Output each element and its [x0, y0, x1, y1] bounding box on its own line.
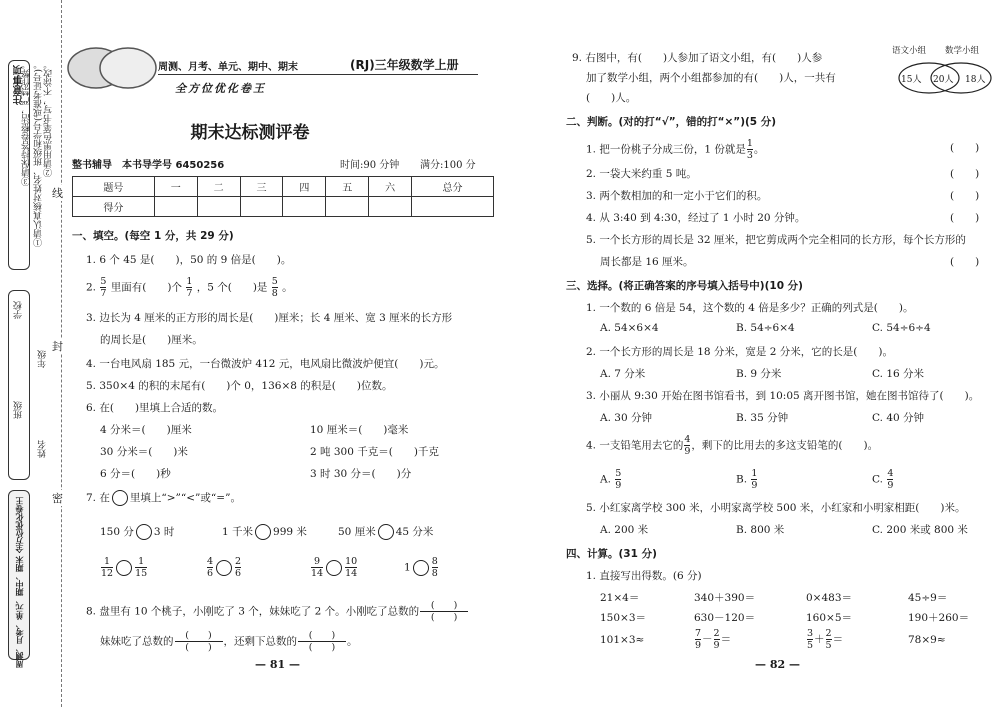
- question: 4. 一台电风扇 185 元，一台微波炉 412 元，电风扇比微波炉便宜( )元。: [86, 358, 445, 370]
- compare-circle[interactable]: [116, 560, 132, 576]
- score-header: 总分: [412, 177, 494, 197]
- choice-question: 1. 一个数的 6 倍是 54，这个数的 4 倍是多少？正确的列式是( )。: [586, 302, 914, 314]
- info-box: [8, 290, 30, 480]
- compare-item: $\frac{4}{6}$ $\frac{2}{6}$: [207, 556, 242, 579]
- choice-option: B. 35 分钟: [736, 412, 789, 424]
- answer-paren[interactable]: ( ): [950, 168, 980, 180]
- score-header: 题号: [73, 177, 155, 197]
- score-info: 满分:100 分: [420, 160, 476, 171]
- choice-question: 5. 小红家离学校 300 米，小明家离学校 500 米，小红家和小明家相距( )米。: [586, 502, 966, 514]
- question: 9. 右图中，有( )人参加了语文小组，有( )人参: [572, 52, 823, 64]
- page-number: — 81 —: [255, 658, 300, 671]
- compare-circle[interactable]: [136, 524, 152, 540]
- compare-item: 50 厘米 45 分米: [338, 526, 434, 538]
- score-table: [72, 176, 494, 217]
- score-cell[interactable]: [283, 197, 326, 217]
- calc-item: 78×9≈: [908, 634, 946, 646]
- compare-item: 1 $\frac{8}{8}$: [404, 556, 438, 579]
- question: 7. 在 里填上“>”“<”或“=”。: [86, 492, 241, 504]
- fraction: $\frac{5}{8}$: [271, 276, 278, 299]
- score-header: 三: [240, 177, 283, 197]
- answer-paren[interactable]: ( ): [950, 142, 980, 154]
- question: 8. 盘里有 10 个桃子，小刚吃了 3 个，妹妹吃了 2 个。小刚吃了总数的 $\frac{( )}{( )}$: [86, 600, 469, 623]
- header-tagline: 全方位优化卷王: [175, 82, 266, 95]
- section-heading: 二、判断。(对的打“√”，错的打“×”)(5 分): [566, 116, 777, 128]
- binding-spine: [0, 0, 62, 707]
- choice-option: C. 54÷6÷4: [872, 322, 931, 334]
- judge-item: 3. 两个数相加的和一定小于它们的积。: [586, 190, 768, 202]
- choice-option: B. 9 分米: [736, 368, 782, 380]
- guide-info: 整书辅导 本书导学号 6450256: [72, 160, 225, 171]
- compare-item: 150 分 3 时: [100, 526, 175, 538]
- spine-logo-box: [8, 490, 30, 668]
- conversion-item: 3 时 30 分＝( )分: [310, 468, 412, 480]
- choice-option: A. 7 分米: [600, 368, 646, 380]
- question: 2. $\frac{5}{7}$ 里面有( )个 $\frac{1}{7}$ ，5 个( )是 $\frac{5}{8}$ 。: [86, 276, 293, 299]
- calc-item: 630－120＝: [694, 612, 756, 624]
- compare-item: $\frac{1}{12}$ $\frac{1}{15}$: [101, 556, 148, 579]
- score-cell[interactable]: [154, 197, 197, 217]
- calc-item: 45÷9＝: [908, 592, 948, 604]
- cut-label: 密: [52, 492, 63, 505]
- choice-option: C. 16 分米: [872, 368, 925, 380]
- choice-question: 3. 小丽从 9:30 开始在图书馆看书，到 10:05 离开图书馆，她在图书馆待了( )。: [586, 390, 980, 402]
- score-cell[interactable]: [197, 197, 240, 217]
- question: 的周长是( )厘米。: [100, 334, 203, 346]
- notice-line: ①请认真核对姓名、班级和学号(或准考证号)。: [34, 60, 44, 248]
- score-cell[interactable]: [369, 197, 412, 217]
- calc-item: 190＋260＝: [908, 612, 970, 624]
- calc-item: $\frac{3}{5}$ ＋ $\frac{2}{5}$ ＝: [807, 628, 844, 651]
- section-heading: 一、填空。(每空 1 分，共 29 分): [72, 230, 234, 242]
- choice-option: A. 30 分钟: [600, 412, 652, 424]
- compare-circle[interactable]: [413, 560, 429, 576]
- judge-item: 周长都是 16 厘米。: [600, 256, 694, 268]
- choice-option: C. 40 分钟: [872, 412, 925, 424]
- page-title: 期末达标测评卷: [190, 123, 310, 143]
- venn-value: 18人: [965, 75, 986, 85]
- calc-item: 160×5＝: [806, 612, 853, 624]
- venn-value: 20人: [933, 75, 954, 85]
- compare-item: $\frac{9}{14}$ $\frac{10}{14}$: [311, 556, 358, 579]
- field-school: 学校: [14, 301, 24, 319]
- answer-paren[interactable]: ( ): [950, 212, 980, 224]
- compare-circle[interactable]: [326, 560, 342, 576]
- fraction: $\frac{5}{7}$: [100, 276, 107, 299]
- sub-heading: 1. 直接写出得数。(6 分): [586, 570, 702, 582]
- notice-line: ③请保持答卷整洁，严禁作弊。: [22, 60, 32, 186]
- right-page: [500, 0, 1000, 707]
- field-grade: 年级: [38, 350, 48, 368]
- score-header: 二: [197, 177, 240, 197]
- answer-paren[interactable]: ( ): [950, 256, 980, 268]
- calc-item: 101×3≈: [600, 634, 645, 646]
- question: 5. 350×4 的积的末尾有( )个 0，136×8 的积是( )位数。: [86, 380, 393, 392]
- score-cell[interactable]: [240, 197, 283, 217]
- question: ( )人。: [586, 92, 637, 104]
- calc-item: 150×3＝: [600, 612, 647, 624]
- choice-option: C. 200 米或 800 米: [872, 524, 968, 536]
- question: 加了数学小组，两个小组都参加的有( )人，一共有: [586, 72, 836, 84]
- calc-item: $\frac{7}{9}$ － $\frac{2}{9}$ ＝: [695, 628, 732, 651]
- venn-label: 语文小组: [892, 46, 927, 56]
- header-brand: 周测、月考、单元、期中、期末: [158, 62, 298, 73]
- score-cell[interactable]: [326, 197, 369, 217]
- conversion-item: 4 分米＝( )厘米: [100, 424, 192, 436]
- brand-logo: [66, 44, 158, 92]
- cut-label: 线: [52, 187, 63, 200]
- score-cell[interactable]: [412, 197, 494, 217]
- edition-label: (RJ)三年级数学上册: [350, 58, 459, 72]
- choice-question: 4. 一支铅笔用去它的 $\frac{4}{9}$ ，剩下的比用去的多这支铅笔的( )。: [586, 434, 879, 457]
- judge-item: 4. 从 3:40 到 4:30，经过了 1 小时 20 分钟。: [586, 212, 806, 224]
- compare-circle[interactable]: [378, 524, 394, 540]
- conversion-item: 10 厘米＝( )毫米: [310, 424, 409, 436]
- field-class: 班级: [14, 401, 24, 419]
- choice-option: B. 54÷6×4: [736, 322, 795, 334]
- judge-item: 1. 把一份桃子分成三份，1 份就是 $\frac{1}{3}$ 。: [586, 138, 765, 161]
- page-number: — 82 —: [755, 658, 800, 671]
- choice-option: B. $\frac{1}{9}$: [736, 468, 758, 491]
- notice-line: ②请用黑色笔书写，不涂改。: [44, 60, 54, 177]
- conversion-item: 30 分米＝( )米: [100, 446, 188, 458]
- choice-option: B. 800 米: [736, 524, 785, 536]
- compare-circle: [112, 490, 128, 506]
- conversion-item: 6 分＝( )秒: [100, 468, 171, 480]
- judge-item: 2. 一袋大米约重 5 吨。: [586, 168, 697, 180]
- score-header: 六: [369, 177, 412, 197]
- venn-label: 数学小组: [945, 46, 980, 56]
- time-info: 时间:90 分钟: [340, 160, 400, 171]
- field-name: 姓名: [38, 440, 48, 458]
- calc-item: 340＋390＝: [694, 592, 756, 604]
- question: 妹妹吃了总数的 $\frac{( )}{( )}$ ，还剩下总数的 $\frac{( )}{( )}$ 。: [100, 630, 358, 653]
- score-header: 五: [326, 177, 369, 197]
- score-row-label: 得分: [73, 197, 155, 217]
- score-header: 一: [154, 177, 197, 197]
- conversion-item: 2 吨 300 千克＝( )千克: [310, 446, 439, 458]
- venn-value: 15人: [901, 75, 922, 85]
- calc-item: 0×483＝: [806, 592, 853, 604]
- compare-item: 1 千米 999 米: [222, 526, 307, 538]
- notice-heading: 注意事项: [14, 65, 25, 105]
- header-rule: [158, 74, 478, 75]
- question: 1. 6 个 45 是( )，50 的 9 倍是( )。: [86, 254, 292, 266]
- judge-item: 5. 一个长方形的周长是 32 厘米，把它剪成两个完全相同的长方形，每个长方形的: [586, 234, 966, 246]
- compare-circle[interactable]: [216, 560, 232, 576]
- fraction: $\frac{1}{7}$: [186, 276, 193, 299]
- score-header: 四: [283, 177, 326, 197]
- spine-brand: 周测、月考、单元、期中、期末 全方位优化卷王: [15, 497, 24, 668]
- question: 3. 边长为 4 厘米的正方形的周长是( )厘米；长 4 厘米、宽 3 厘米的长方形: [86, 312, 453, 324]
- section-heading: 三、选择。(将正确答案的序号填入括号中)(10 分): [566, 280, 803, 292]
- compare-circle[interactable]: [255, 524, 271, 540]
- choice-option: C. $\frac{4}{9}$: [872, 468, 894, 491]
- question: 6. 在( )里填上合适的数。: [86, 402, 224, 414]
- choice-option: A. 54×6×4: [600, 322, 659, 334]
- choice-option: A. $\frac{5}{9}$: [600, 468, 622, 491]
- choice-question: 2. 一个长方形的周长是 18 分米，宽是 2 分米，它的长是( )。: [586, 346, 893, 358]
- calc-item: 21×4＝: [600, 592, 640, 604]
- choice-option: A. 200 米: [600, 524, 649, 536]
- answer-paren[interactable]: ( ): [950, 190, 980, 202]
- cut-label: 封: [52, 340, 63, 353]
- section-heading: 四、计算。(31 分): [566, 548, 657, 560]
